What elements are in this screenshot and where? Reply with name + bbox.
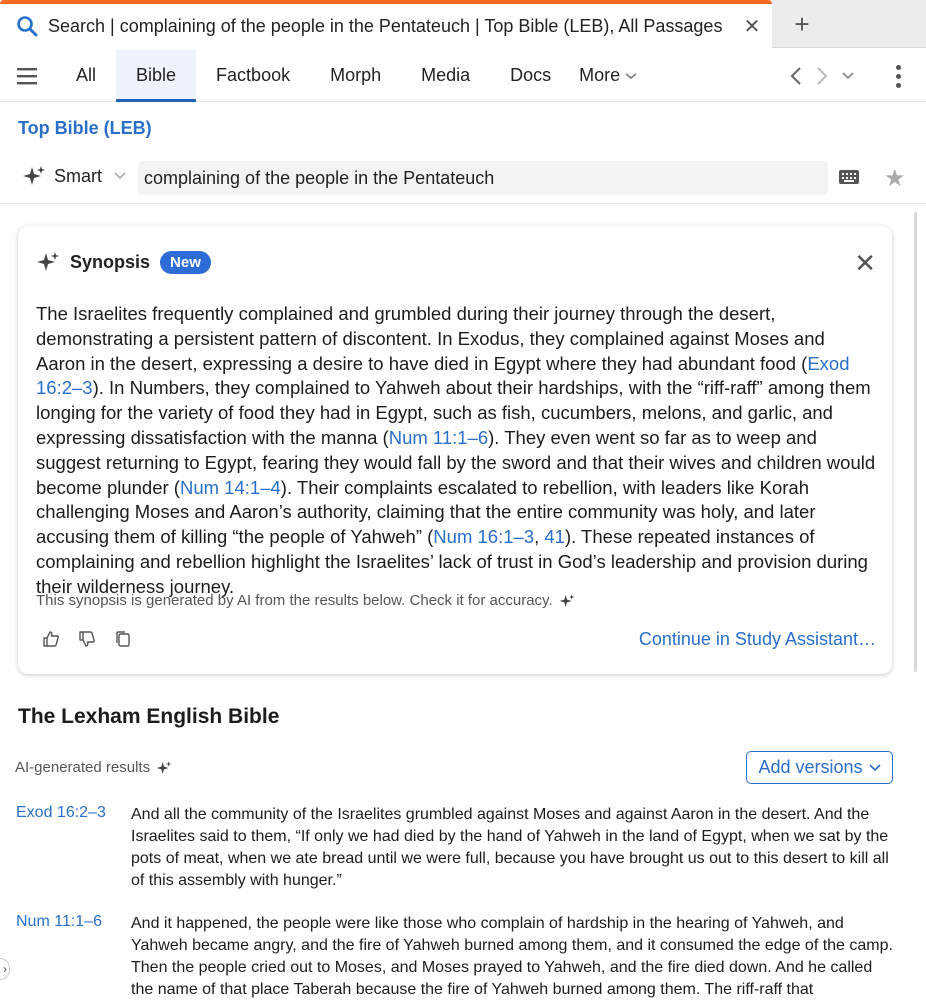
back-arrow-icon[interactable] [788,65,804,87]
chevron-down-icon [114,172,126,180]
chevron-down-icon [869,764,881,772]
tab-media[interactable]: Media [421,65,471,85]
ai-disclaimer [36,592,575,609]
add-versions-button[interactable] [746,751,893,784]
synopsis-text [36,302,876,600]
more-options-icon[interactable] [886,60,910,92]
search-type-tabs [0,50,926,102]
result-text: And it happened, the people were like those who complain of hardship in the hearing of Yahweh, and Yahweh became angry, and the fire of Yahweh burned among them, and it consumed the edge of the camp. Then the people cried out to Moses, and Moses prayed to Yahweh, and the fire died down. And he called the name of that place Taberah because the fire of Yahweh burned among them. The riff-raff that [131,915,893,998]
synopsis-text-segment: The Israelites frequently complained and grumbled during their journey through the desert, demonstrating a persistent pattern of discontent. In Exodus, they complained against Moses and Aaron in the desert, expressing a desire to have died in Egypt where they had abundant food ( [36,303,825,374]
search-tab[interactable] [0,4,772,48]
active-tab-accent [0,0,772,4]
tab-docs[interactable]: Docs [510,65,552,85]
synopsis-reference-link[interactable]: Exod 16:2–3 [36,352,850,399]
favorite-star-icon[interactable]: ★ [884,165,906,192]
close-tab-icon[interactable]: ✕ [743,15,761,38]
search-input[interactable] [138,161,828,195]
search-mode-label: Smart [54,165,103,186]
search-mode-dropdown[interactable] [22,164,126,188]
thumbs-up-icon[interactable] [42,630,60,648]
search-icon [16,15,38,37]
results-section-title: The Lexham English Bible [18,705,280,728]
scrollbar[interactable] [914,212,917,672]
result-reference-link[interactable]: Exod 16:2–3 [16,804,106,821]
add-versions-label: Add versions [758,757,863,777]
keyboard-icon[interactable] [838,168,860,186]
expand-panel-chevron-icon[interactable]: › [0,958,10,980]
result-text: And all the community of the Israelites grumbled against Moses and against Aaron in the desert. And the Israelites said to them, “If only we had died by the hand of Yahweh in the land of Egypt, when we sat by the pots of meat, when we ate bread until we were full, because you have brought us out to this desert to kill all of this assembly with hunger.” [131,806,889,889]
tab-bible[interactable]: Bible [116,50,196,102]
synopsis-reference-link[interactable]: Num 16:1–3 [433,526,535,548]
tab-more[interactable] [571,50,646,102]
sparkle-icon [22,164,46,188]
synopsis-reference-link[interactable]: Num 11:1–6 [388,426,489,448]
synopsis-text-segment: ). These repeated instances of complaining and rebellion highlight the Israelites’ lack of trust in God’s leadership and provision during their wilderness journey. [36,526,868,597]
disclaimer-text: This synopsis is generated by AI from the results below. Check it for accuracy. [36,592,553,609]
sparkle-icon [36,250,60,274]
synopsis-reference-link[interactable]: Num 14:1–4 [179,476,281,498]
new-tab-button[interactable]: + [794,9,810,39]
tab-factbook[interactable]: Factbook [216,65,291,85]
sparkle-icon [559,593,575,609]
copy-icon[interactable] [114,630,132,648]
ai-generated-label [15,759,172,776]
tab-all[interactable]: All [76,65,97,85]
ai-generated-text: AI-generated results [15,759,151,776]
close-synopsis-icon[interactable]: ✕ [854,248,876,278]
synopsis-title: Synopsis [70,251,151,272]
sparkle-icon [156,760,172,776]
tab-morph[interactable]: Morph [330,65,382,85]
history-dropdown-icon[interactable] [840,65,856,87]
tab-strip [0,0,926,48]
result-reference-link[interactable]: Num 11:1–6 [16,913,102,930]
new-badge: New [160,251,211,274]
history-nav [788,50,856,102]
more-label: More [579,65,621,85]
tab-title: Search | complaining of the people in the Pentateuch | Top Bible (LEB), All Passages [48,15,723,36]
synopsis-text-segment: ). They even went so far as to weep and suggest returning to Egypt, fearing they would fall by the sword and that their wives and children would become plunder ( [36,426,876,498]
feedback-actions [42,630,132,648]
synopsis-text-segment: ). Their complaints escalated to rebellion, with leaders like Korah challenging Moses and Aaron’s authority, claiming that the entire community was holy, and later accusing them of killing “the people of Yahweh” ( [36,476,816,548]
synopsis-reference-link[interactable]: 41 [544,526,565,548]
synopsis-text-segment: ). In Numbers, they complained to Yahweh about their hardships, with the “riff-raff” among them longing for the variety of food they had in Egypt, such as fish, cucumbers, melons, and garlic, and expressing dissatisfaction with the manna ( [36,377,871,448]
menu-icon[interactable] [0,50,56,102]
synopsis-card [18,226,892,674]
continue-study-assistant-link[interactable]: Continue in Study Assistant… [638,629,876,649]
search-bar [0,152,926,204]
resource-selector[interactable]: Top Bible (LEB) [18,118,152,138]
chevron-down-icon [624,71,638,81]
thumbs-down-icon[interactable] [78,630,96,648]
synopsis-text-segment: , [534,526,545,548]
synopsis-header [36,250,211,274]
forward-arrow-icon[interactable] [814,65,830,87]
